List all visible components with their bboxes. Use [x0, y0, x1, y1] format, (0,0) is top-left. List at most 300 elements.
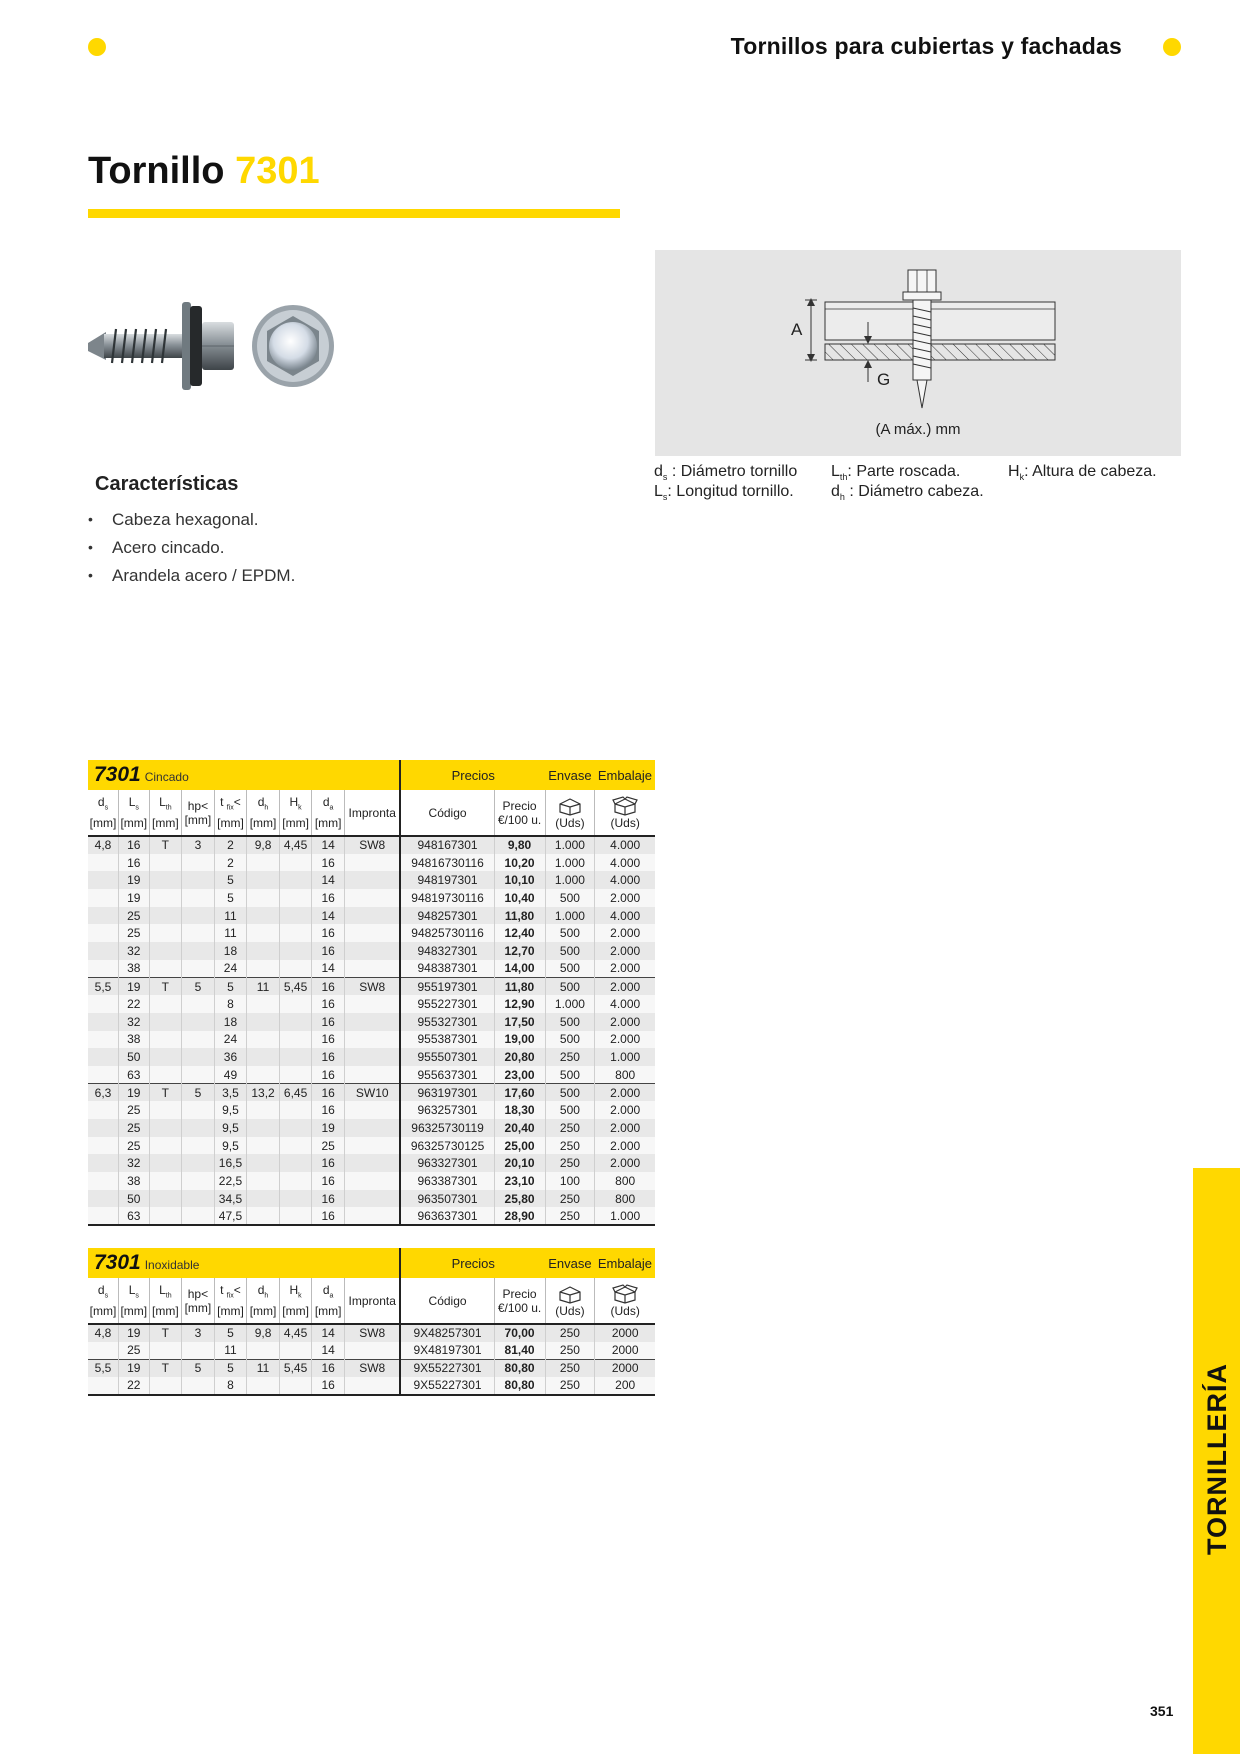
- table-cincado: [88, 760, 655, 1226]
- table-cell: 12,70: [494, 942, 545, 960]
- col-group-precios: Precios: [400, 1248, 545, 1278]
- col-impronta: Impronta: [344, 1278, 400, 1324]
- table-cell: 1.000: [545, 907, 595, 925]
- table-cell: 81,40: [494, 1342, 545, 1360]
- table-cell: [88, 1377, 119, 1395]
- table-cell: [182, 1101, 215, 1119]
- title-underline: [88, 209, 620, 218]
- col-envase: (Uds): [545, 790, 595, 836]
- table-cell: 19: [119, 1359, 150, 1377]
- table-cell: 25: [119, 1342, 150, 1360]
- table-row: [88, 836, 655, 854]
- table-cell: 94816730116: [400, 854, 494, 872]
- table-cell: 25,00: [494, 1137, 545, 1155]
- table-cell: [247, 889, 280, 907]
- table-cell: [182, 889, 215, 907]
- table-cell: [149, 1101, 182, 1119]
- legend-ls: $L_s$: Longitud tornillo.: [654, 483, 794, 503]
- col-hk: $H_k$ [mm]: [279, 790, 312, 836]
- table-cell: 2000: [595, 1324, 655, 1342]
- table-inoxidable: [88, 1248, 655, 1396]
- table-cell: 9X48197301: [400, 1342, 494, 1360]
- table-cell: 800: [595, 1066, 655, 1084]
- table-cell: [149, 871, 182, 889]
- col-codigo: Código: [400, 790, 494, 836]
- table-cell: 3,5: [214, 1084, 247, 1102]
- table-cell: [344, 1101, 400, 1119]
- table-row: [88, 1324, 655, 1342]
- table-row: [88, 1137, 655, 1155]
- table-title-row: [88, 1248, 655, 1278]
- table-cell: [344, 1207, 400, 1225]
- table-cell: [279, 1154, 312, 1172]
- table-cell: 5: [214, 1324, 247, 1342]
- col-dh: $d_h$ [mm]: [247, 1278, 280, 1324]
- table-cell: 250: [545, 1190, 595, 1208]
- table-cell: T: [149, 978, 182, 996]
- table-cell: [88, 1207, 119, 1225]
- table-cell: 11,80: [494, 978, 545, 996]
- table-cell: [149, 924, 182, 942]
- table-cell: 16: [312, 1066, 345, 1084]
- table-cell: 955327301: [400, 1013, 494, 1031]
- col-embalaje: (Uds): [595, 1278, 655, 1324]
- table-cell: 18: [214, 1013, 247, 1031]
- table-cell: T: [149, 1324, 182, 1342]
- table-cell: 14,00: [494, 960, 545, 978]
- table-cell: 2: [214, 854, 247, 872]
- table-cell: 8: [214, 995, 247, 1013]
- table-cell: 25: [119, 1101, 150, 1119]
- table-cell: 22,5: [214, 1172, 247, 1190]
- table-cell: 2.000: [595, 924, 655, 942]
- col-group-embalaje: Embalaje: [595, 1248, 655, 1278]
- table-cell: 11: [214, 1342, 247, 1360]
- table-cell: 32: [119, 1013, 150, 1031]
- table-cell: 25: [119, 1137, 150, 1155]
- feature-item: • Acero cincado.: [88, 538, 225, 557]
- table-cell: 16: [312, 854, 345, 872]
- table-cell: [344, 1342, 400, 1360]
- table-cell: [279, 1377, 312, 1395]
- table-cell: [344, 924, 400, 942]
- table-cell: [279, 995, 312, 1013]
- table-row: [88, 1101, 655, 1119]
- table-cell: T: [149, 1359, 182, 1377]
- table-cell: 16,5: [214, 1154, 247, 1172]
- table-cell: [247, 1048, 280, 1066]
- table-cell: 22: [119, 995, 150, 1013]
- table-cell: [279, 924, 312, 942]
- table-cell: 16: [312, 1048, 345, 1066]
- table-cell: [344, 942, 400, 960]
- table-cell: T: [149, 1084, 182, 1102]
- features-list: [88, 509, 295, 593]
- table-cell: 20,10: [494, 1154, 545, 1172]
- table-cell: 250: [545, 1207, 595, 1225]
- table-cell: 955197301: [400, 978, 494, 996]
- table-cell: 4,45: [279, 1324, 312, 1342]
- table-cell: 20,80: [494, 1048, 545, 1066]
- table-cell: 70,00: [494, 1324, 545, 1342]
- table-cell: 4.000: [595, 854, 655, 872]
- table-cell: 250: [545, 1137, 595, 1155]
- table-cell: 963637301: [400, 1207, 494, 1225]
- table-cell: 50: [119, 1048, 150, 1066]
- table-cell: 17,50: [494, 1013, 545, 1031]
- legend-hk: $H_k$: Altura de cabeza.: [1008, 463, 1157, 483]
- table-cell: [344, 1031, 400, 1049]
- table-cell: 28,90: [494, 1207, 545, 1225]
- table-cell: 500: [545, 1013, 595, 1031]
- table-cell: [149, 1377, 182, 1395]
- header-title: Tornillos para cubiertas y fachadas: [730, 33, 1122, 59]
- table-cell: 948197301: [400, 871, 494, 889]
- col-embalaje: (Uds): [595, 790, 655, 836]
- table-cell: 12,90: [494, 995, 545, 1013]
- table-cell: [247, 995, 280, 1013]
- col-precio: Precio €/100 u.: [494, 790, 545, 836]
- table-cell: 23,10: [494, 1172, 545, 1190]
- table-cell: [149, 1172, 182, 1190]
- table-cell: 1.000: [545, 871, 595, 889]
- table-cell: [149, 942, 182, 960]
- feature-item: • Arandela acero / EPDM.: [88, 566, 296, 585]
- table-cell: 100: [545, 1172, 595, 1190]
- table-cell: 19: [119, 1324, 150, 1342]
- table-cell: [344, 871, 400, 889]
- table-cell: 9,5: [214, 1137, 247, 1155]
- table-cell: 38: [119, 1031, 150, 1049]
- table-cell: [247, 924, 280, 942]
- box-icon: [557, 1284, 583, 1304]
- table-header-row: [88, 1278, 655, 1324]
- col-hp: hp< [mm]: [182, 790, 215, 836]
- table-cell: [247, 1119, 280, 1137]
- table-cell: [247, 1154, 280, 1172]
- table-row: [88, 1377, 655, 1395]
- table-cell: [88, 1048, 119, 1066]
- table-cell: [344, 1119, 400, 1137]
- table-cell: [149, 960, 182, 978]
- table-cell: 9X48257301: [400, 1324, 494, 1342]
- table-cell: [247, 854, 280, 872]
- table-cell: 9X55227301: [400, 1359, 494, 1377]
- legend-dh: $d_h$ : Diámetro cabeza.: [831, 483, 984, 503]
- table-cell: 963387301: [400, 1172, 494, 1190]
- table-cell: [182, 907, 215, 925]
- table-cell: [247, 871, 280, 889]
- table-cell: 500: [545, 960, 595, 978]
- table-cell: 16: [312, 889, 345, 907]
- table-cell: [182, 1154, 215, 1172]
- table-cell: 50: [119, 1190, 150, 1208]
- table-cell: 18: [214, 942, 247, 960]
- table-cell: [149, 1048, 182, 1066]
- table-cell: [88, 942, 119, 960]
- table-cell: 500: [545, 924, 595, 942]
- legend-ds: $d_s$ : Diámetro tornillo: [654, 463, 798, 483]
- product-photo: [88, 296, 338, 400]
- table-title-row: [88, 760, 655, 790]
- page-number: 351: [1150, 1703, 1174, 1719]
- table-cell: [247, 1101, 280, 1119]
- diagram-label-a: A: [791, 320, 803, 339]
- table-cell: 25: [312, 1137, 345, 1155]
- table-cell: 34,5: [214, 1190, 247, 1208]
- table-row: [88, 960, 655, 978]
- table-cell: [344, 1190, 400, 1208]
- table-header-row: [88, 790, 655, 836]
- table-cell: [279, 960, 312, 978]
- table-cell: [247, 1137, 280, 1155]
- table-cell: [344, 960, 400, 978]
- table-cell: 22: [119, 1377, 150, 1395]
- table-cell: [344, 1066, 400, 1084]
- table-cell: [149, 1137, 182, 1155]
- table-row: [88, 889, 655, 907]
- diagram-label-g: G: [877, 370, 891, 389]
- table-cell: 500: [545, 1031, 595, 1049]
- table-cell: [88, 995, 119, 1013]
- diagram-caption: (A máx.) mm: [875, 421, 961, 438]
- col-lth: $L_{th}$ [mm]: [149, 790, 182, 836]
- table-cell: [279, 1172, 312, 1190]
- table-cell: 5,5: [88, 1359, 119, 1377]
- table-cell: [88, 1031, 119, 1049]
- table-series: 7301: [94, 763, 141, 786]
- table-cell: 963197301: [400, 1084, 494, 1102]
- table-cell: [279, 1048, 312, 1066]
- table-cell: [182, 960, 215, 978]
- table-cell: [88, 1154, 119, 1172]
- table-cell: SW10: [344, 1084, 400, 1102]
- table-cell: 2000: [595, 1359, 655, 1377]
- table-cell: 25: [119, 924, 150, 942]
- table-cell: 16: [119, 836, 150, 854]
- table-cell: 11: [247, 1359, 280, 1377]
- table-cell: [279, 854, 312, 872]
- table-cell: [279, 1207, 312, 1225]
- table-cell: 16: [312, 1359, 345, 1377]
- table-cell: 16: [312, 1013, 345, 1031]
- col-ls: $L_s$ [mm]: [119, 790, 150, 836]
- col-da: $d_a$ [mm]: [312, 1278, 345, 1324]
- table-cell: [88, 889, 119, 907]
- table-cell: 18,30: [494, 1101, 545, 1119]
- table-cell: 10,40: [494, 889, 545, 907]
- table-cell: [182, 995, 215, 1013]
- table-cell: [182, 1013, 215, 1031]
- table-cell: [88, 907, 119, 925]
- table-cell: 36: [214, 1048, 247, 1066]
- table-cell: [88, 1190, 119, 1208]
- table-cell: 25: [119, 907, 150, 925]
- table-cell: 80,80: [494, 1359, 545, 1377]
- table-cell: [247, 907, 280, 925]
- table-cell: 5: [182, 1359, 215, 1377]
- table-cell: 9,5: [214, 1119, 247, 1137]
- table-cell: [182, 1377, 215, 1395]
- table-cell: 948167301: [400, 836, 494, 854]
- table-cell: [88, 924, 119, 942]
- table-cell: 16: [312, 1377, 345, 1395]
- table-row: [88, 1207, 655, 1225]
- table-cell: [88, 1342, 119, 1360]
- col-tfix: t $_{fix}$< [mm]: [214, 790, 247, 836]
- table-row: [88, 1359, 655, 1377]
- table-cell: 19: [119, 871, 150, 889]
- table-cell: [344, 1154, 400, 1172]
- table-cell: [182, 871, 215, 889]
- table-cell: 24: [214, 1031, 247, 1049]
- col-impronta: Impronta: [344, 790, 400, 836]
- product-title-word: Tornillo: [88, 150, 225, 192]
- col-group-embalaje: Embalaje: [595, 760, 655, 790]
- table-row: [88, 978, 655, 996]
- table-cell: 80,80: [494, 1377, 545, 1395]
- header-dot-left: [88, 38, 106, 56]
- table-cell: [182, 1172, 215, 1190]
- table-cell: [149, 889, 182, 907]
- open-box-icon: [612, 796, 638, 816]
- table-cell: 948327301: [400, 942, 494, 960]
- table-cell: [88, 1066, 119, 1084]
- table-cell: 250: [545, 1342, 595, 1360]
- table-row: [88, 1172, 655, 1190]
- product-title-number: 7301: [235, 150, 320, 192]
- table-cell: 4.000: [595, 836, 655, 854]
- table-cell: [182, 1190, 215, 1208]
- table-cell: 963257301: [400, 1101, 494, 1119]
- table-cell: 23,00: [494, 1066, 545, 1084]
- table-cell: [279, 871, 312, 889]
- table-cell: 4,8: [88, 836, 119, 854]
- table-cell: [182, 854, 215, 872]
- col-dh: $d_h$ [mm]: [247, 790, 280, 836]
- table-cell: 32: [119, 1154, 150, 1172]
- table-cell: 5: [214, 871, 247, 889]
- installation-diagram: [655, 250, 1181, 456]
- table-cell: 9X55227301: [400, 1377, 494, 1395]
- table-cell: 14: [312, 836, 345, 854]
- table-cell: [247, 942, 280, 960]
- table-cell: [88, 1119, 119, 1137]
- table-cell: 19,00: [494, 1031, 545, 1049]
- table-cell: [182, 1119, 215, 1137]
- col-group-envase: Envase: [545, 1248, 595, 1278]
- table-cell: 5: [182, 978, 215, 996]
- table-row: [88, 871, 655, 889]
- table-cell: [182, 924, 215, 942]
- table-cell: 500: [545, 889, 595, 907]
- table-cell: 2.000: [595, 1137, 655, 1155]
- table-cell: 5: [214, 978, 247, 996]
- table-cell: 4.000: [595, 871, 655, 889]
- table-cell: 5,45: [279, 1359, 312, 1377]
- table-cell: [88, 854, 119, 872]
- table-cell: [149, 1031, 182, 1049]
- table-cell: 9,5: [214, 1101, 247, 1119]
- table-cell: 19: [119, 889, 150, 907]
- table-cell: 13,2: [247, 1084, 280, 1102]
- table-cell: 96325730119: [400, 1119, 494, 1137]
- col-lth: $L_{th}$ [mm]: [149, 1278, 182, 1324]
- table-cell: 8: [214, 1377, 247, 1395]
- table-cell: 963327301: [400, 1154, 494, 1172]
- table-cell: [182, 1207, 215, 1225]
- product-title: [88, 150, 320, 193]
- col-hk: $H_k$ [mm]: [279, 1278, 312, 1324]
- table-cell: 16: [119, 854, 150, 872]
- table-cell: [247, 960, 280, 978]
- table-cell: 16: [312, 1172, 345, 1190]
- table-cell: 5,5: [88, 978, 119, 996]
- box-icon: [557, 796, 583, 816]
- table-cell: 49: [214, 1066, 247, 1084]
- table-row: [88, 1013, 655, 1031]
- table-cell: [344, 1137, 400, 1155]
- table-cell: 250: [545, 1048, 595, 1066]
- screw-side-view: [88, 302, 234, 390]
- table-cell: 11: [214, 907, 247, 925]
- table-row: [88, 942, 655, 960]
- table-variant: Cincado: [144, 770, 189, 784]
- table-cell: 1.000: [545, 836, 595, 854]
- table-cell: 14: [312, 871, 345, 889]
- table-cell: 16: [312, 1207, 345, 1225]
- table-cell: 2.000: [595, 889, 655, 907]
- table-cell: 250: [545, 1154, 595, 1172]
- table-cell: 6,3: [88, 1084, 119, 1102]
- table-cell: 16: [312, 1190, 345, 1208]
- table-row: [88, 1066, 655, 1084]
- table-cell: 16: [312, 995, 345, 1013]
- table-cell: 16: [312, 1031, 345, 1049]
- table-cell: [247, 1172, 280, 1190]
- table-cell: 12,40: [494, 924, 545, 942]
- features-heading: Características: [95, 473, 239, 495]
- table-cell: 5: [182, 1084, 215, 1102]
- table-cell: 2.000: [595, 942, 655, 960]
- table-cell: 19: [119, 978, 150, 996]
- table-cell: 955387301: [400, 1031, 494, 1049]
- table-row: [88, 1190, 655, 1208]
- table-row: [88, 1084, 655, 1102]
- table-cell: [247, 1190, 280, 1208]
- table-cell: 38: [119, 960, 150, 978]
- table-cell: 25,80: [494, 1190, 545, 1208]
- section-side-tab-label: TORNILLERÍA: [1202, 1363, 1232, 1555]
- table-cell: 948387301: [400, 960, 494, 978]
- table-cell: 500: [545, 1101, 595, 1119]
- table-cell: [88, 871, 119, 889]
- table-cell: [149, 1013, 182, 1031]
- table-cell: 2.000: [595, 1084, 655, 1102]
- table-cell: 250: [545, 1359, 595, 1377]
- table-cell: 250: [545, 1324, 595, 1342]
- table-cell: [247, 1377, 280, 1395]
- table-row: [88, 1119, 655, 1137]
- table-cell: 16: [312, 978, 345, 996]
- table-cell: 11,80: [494, 907, 545, 925]
- table-cell: 94825730116: [400, 924, 494, 942]
- table-cell: 14: [312, 1342, 345, 1360]
- table-cell: 1.000: [545, 854, 595, 872]
- table-cell: [247, 1342, 280, 1360]
- table-cell: 5,45: [279, 978, 312, 996]
- table-cell: [149, 1066, 182, 1084]
